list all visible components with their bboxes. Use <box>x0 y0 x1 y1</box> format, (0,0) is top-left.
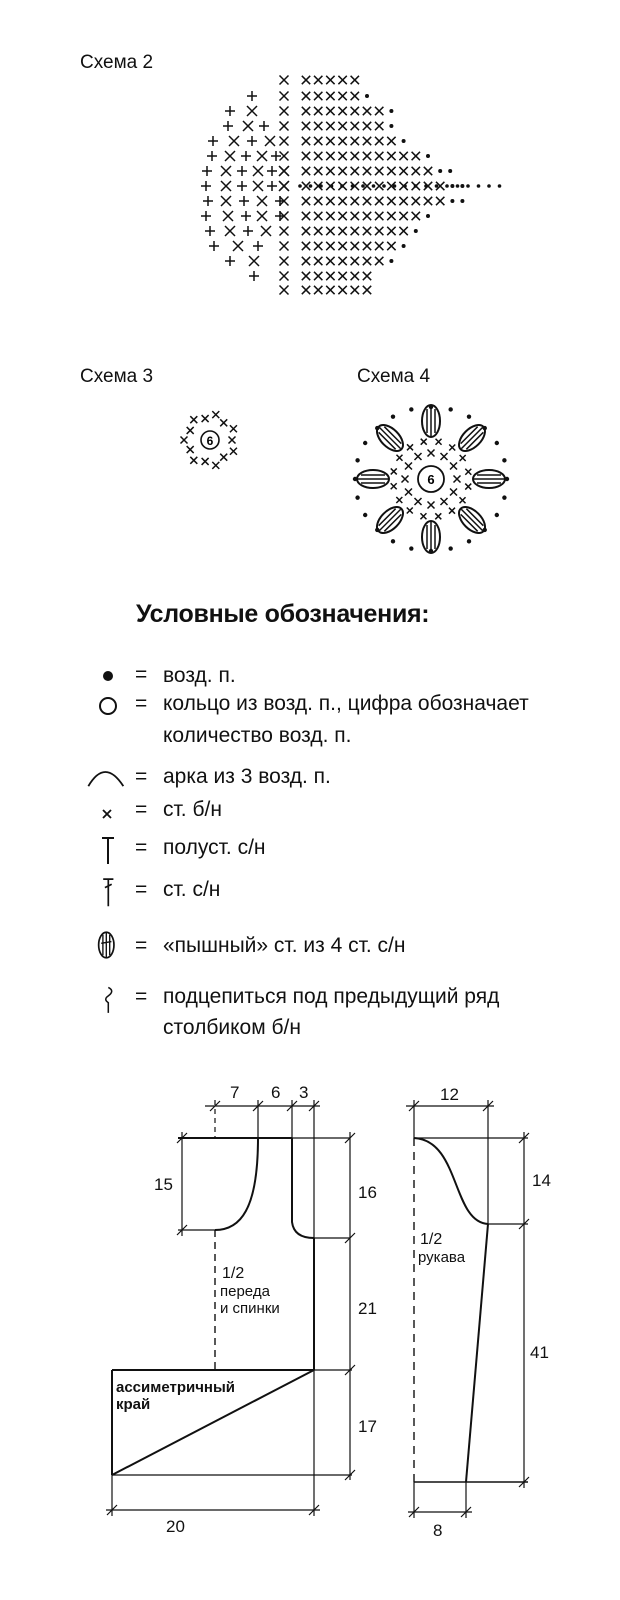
legend-item-chain: возд. п. <box>163 664 236 687</box>
legend-eq: = <box>135 878 148 901</box>
body-dim-armhole: 16 <box>358 1183 377 1202</box>
legend-eq: = <box>135 836 148 859</box>
legend-eq: = <box>135 934 148 957</box>
sleeve-label-line1: 1/2 <box>420 1231 443 1248</box>
body-dim-lower-height: 17 <box>358 1417 377 1436</box>
sleeve-dim-length: 41 <box>530 1343 549 1362</box>
scheme4-ring-count: 6 <box>427 472 435 487</box>
legend-item-hook-line2: столбиком б/н <box>163 1016 301 1039</box>
scheme4-title: Схема 4 <box>357 366 431 387</box>
legend-item-puff: «пышный» ст. из 4 ст. с/н <box>163 934 406 957</box>
body-edge-line1: ассиметричный <box>116 1379 236 1396</box>
body-label-line3: и спинки <box>220 1300 280 1317</box>
legend-item-hdc: полуст. с/н <box>163 836 266 859</box>
sleeve-label-line2: рукава <box>418 1249 466 1266</box>
body-dim-neck-depth: 15 <box>154 1175 173 1194</box>
scheme3-title: Схема 3 <box>80 366 154 387</box>
legend-item-sc: ст. б/н <box>163 798 222 821</box>
legend-title: Условные обозначения: <box>136 600 430 628</box>
legend-eq: = <box>135 798 148 821</box>
legend-item-ring-line1: кольцо из возд. п., цифра обозначает <box>163 692 529 715</box>
legend-eq: = <box>135 765 148 788</box>
scheme2-title: Схема 2 <box>80 52 154 73</box>
body-label-line1: 1/2 <box>222 1265 245 1282</box>
legend-item-arch: арка из 3 возд. п. <box>163 765 331 788</box>
sleeve-dim-cap-height: 14 <box>532 1171 551 1190</box>
legend-eq: = <box>135 663 148 686</box>
body-dim-bottom-width: 20 <box>166 1517 185 1536</box>
body-dim-shoulder: 6 <box>271 1083 281 1102</box>
legend-item-ring-line2: количество возд. п. <box>163 724 352 747</box>
body-label-line2: переда <box>220 1283 270 1300</box>
legend-eq: = <box>135 985 148 1008</box>
legend-item-hook-line1: подцепиться под предыдущий ряд <box>163 985 500 1008</box>
body-dim-side-offset: 3 <box>299 1083 309 1102</box>
body-dim-neck-width: 7 <box>230 1083 240 1102</box>
scheme3-ring-count: 6 <box>206 434 214 448</box>
sleeve-dim-bottom-width: 8 <box>433 1521 443 1540</box>
sleeve-dim-top-width: 12 <box>440 1085 459 1104</box>
body-edge-line2: край <box>116 1396 151 1413</box>
legend-item-dc: ст. с/н <box>163 878 221 901</box>
body-dim-mid-height: 21 <box>358 1299 377 1318</box>
legend-eq: = <box>135 692 148 715</box>
